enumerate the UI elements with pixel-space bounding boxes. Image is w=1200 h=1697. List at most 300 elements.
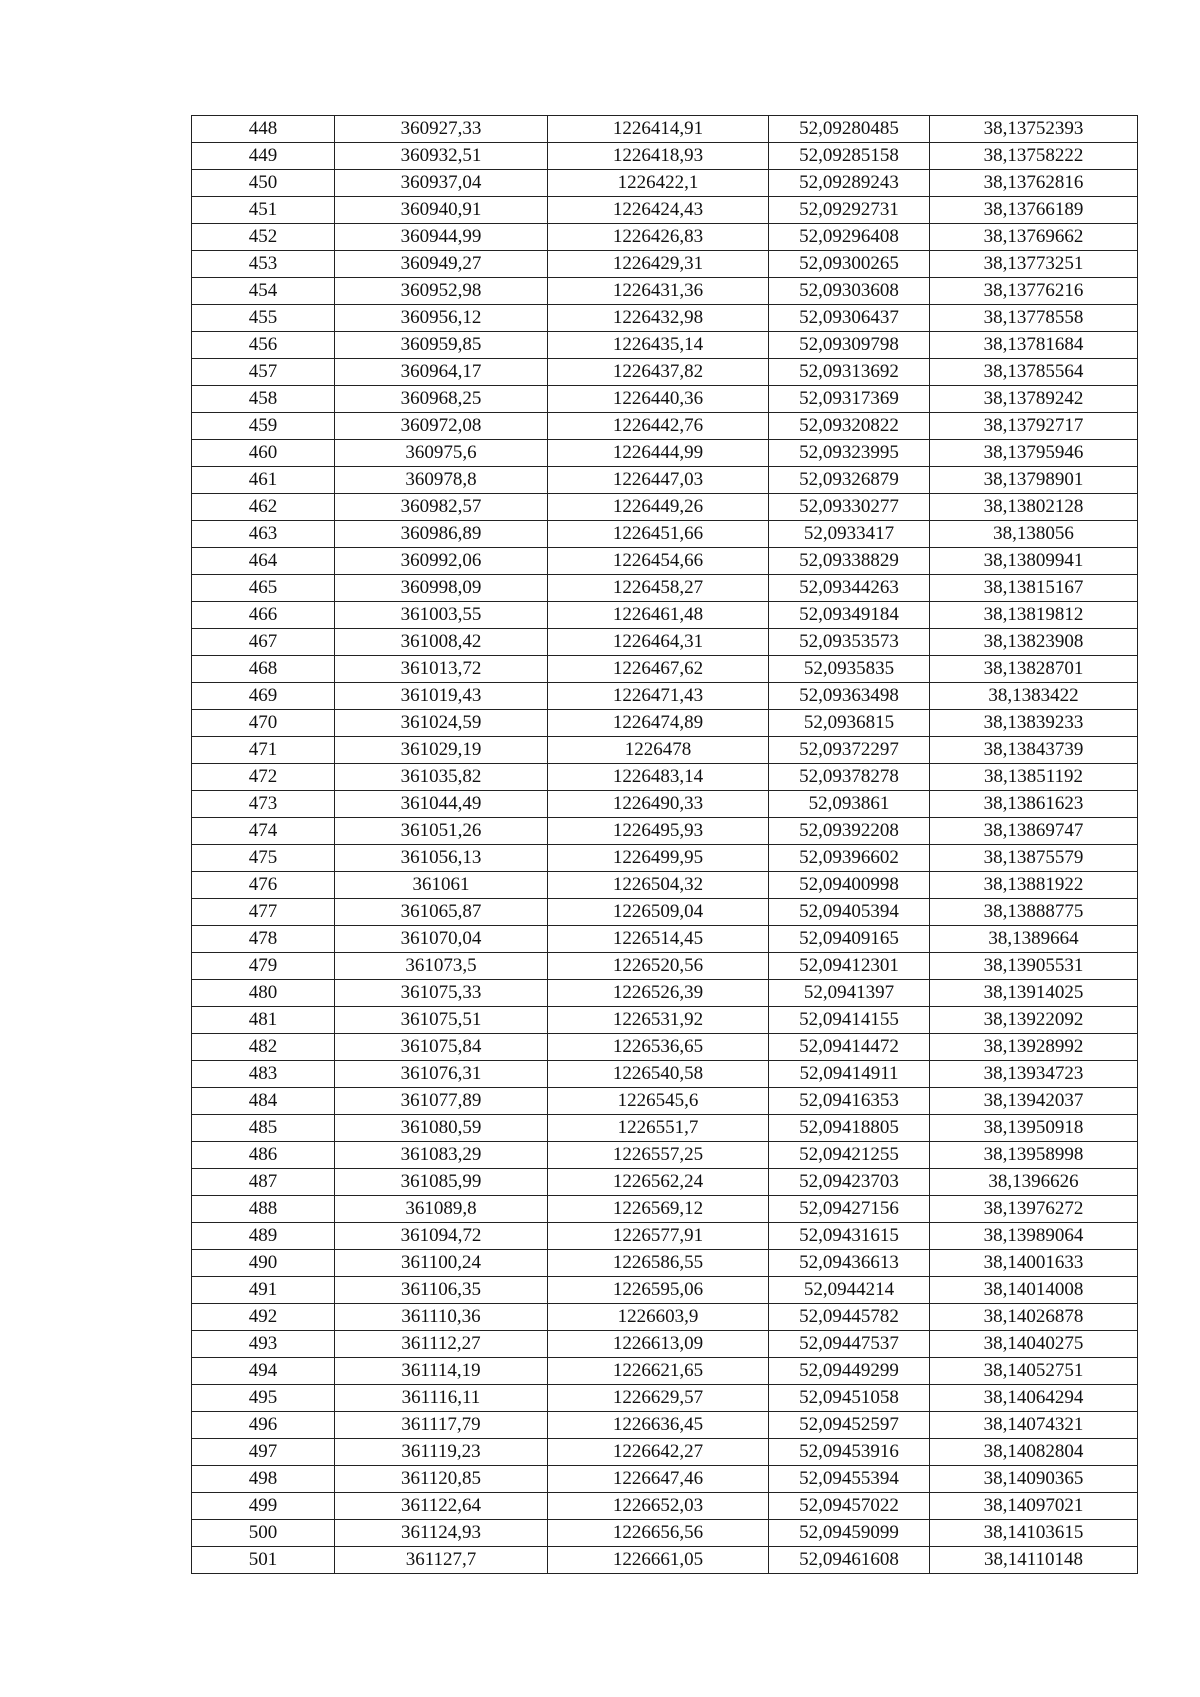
table-row: [192, 710, 1138, 737]
x-coordinate-cell: 361051,26: [335, 818, 548, 845]
x-coordinate-cell: 361110,36: [335, 1304, 548, 1331]
longitude-cell: 38,13958998: [930, 1142, 1138, 1169]
longitude-cell: 38,14014008: [930, 1277, 1138, 1304]
table-row: [192, 197, 1138, 224]
latitude-cell: 52,09423703: [769, 1169, 930, 1196]
x-coordinate-cell: 361119,23: [335, 1439, 548, 1466]
x-coordinate-cell: 360956,12: [335, 305, 548, 332]
longitude-cell: 38,13950918: [930, 1115, 1138, 1142]
longitude-cell: 38,14064294: [930, 1385, 1138, 1412]
latitude-cell: 52,09392208: [769, 818, 930, 845]
table-row: [192, 683, 1138, 710]
latitude-cell: 52,09459099: [769, 1520, 930, 1547]
y-coordinate-cell: 1226652,03: [548, 1493, 769, 1520]
latitude-cell: 52,09414155: [769, 1007, 930, 1034]
point-number-cell: 470: [192, 710, 335, 737]
x-coordinate-cell: 361056,13: [335, 845, 548, 872]
y-coordinate-cell: 1226577,91: [548, 1223, 769, 1250]
longitude-cell: 38,13789242: [930, 386, 1138, 413]
point-number-cell: 472: [192, 764, 335, 791]
x-coordinate-cell: 361127,7: [335, 1547, 548, 1574]
y-coordinate-cell: 1226636,45: [548, 1412, 769, 1439]
table-row: [192, 845, 1138, 872]
latitude-cell: 52,09452597: [769, 1412, 930, 1439]
longitude-cell: 38,14040275: [930, 1331, 1138, 1358]
table-row: [192, 656, 1138, 683]
point-number-cell: 461: [192, 467, 335, 494]
x-coordinate-cell: 360998,09: [335, 575, 548, 602]
x-coordinate-cell: 361065,87: [335, 899, 548, 926]
longitude-cell: 38,13773251: [930, 251, 1138, 278]
table-row: [192, 872, 1138, 899]
latitude-cell: 52,09412301: [769, 953, 930, 980]
longitude-cell: 38,13942037: [930, 1088, 1138, 1115]
longitude-cell: 38,1383422: [930, 683, 1138, 710]
point-number-cell: 473: [192, 791, 335, 818]
point-number-cell: 491: [192, 1277, 335, 1304]
y-coordinate-cell: 1226432,98: [548, 305, 769, 332]
y-coordinate-cell: 1226464,31: [548, 629, 769, 656]
y-coordinate-cell: 1226426,83: [548, 224, 769, 251]
point-number-cell: 454: [192, 278, 335, 305]
longitude-cell: 38,13976272: [930, 1196, 1138, 1223]
latitude-cell: 52,09400998: [769, 872, 930, 899]
table-row: [192, 1412, 1138, 1439]
y-coordinate-cell: 1226440,36: [548, 386, 769, 413]
y-coordinate-cell: 1226424,43: [548, 197, 769, 224]
y-coordinate-cell: 1226447,03: [548, 467, 769, 494]
longitude-cell: 38,13851192: [930, 764, 1138, 791]
latitude-cell: 52,09353573: [769, 629, 930, 656]
table-row: [192, 143, 1138, 170]
table-row: [192, 1493, 1138, 1520]
x-coordinate-cell: 360927,33: [335, 116, 548, 143]
point-number-cell: 479: [192, 953, 335, 980]
point-number-cell: 474: [192, 818, 335, 845]
y-coordinate-cell: 1226509,04: [548, 899, 769, 926]
longitude-cell: 38,14103615: [930, 1520, 1138, 1547]
point-number-cell: 488: [192, 1196, 335, 1223]
latitude-cell: 52,0935835: [769, 656, 930, 683]
longitude-cell: 38,13934723: [930, 1061, 1138, 1088]
y-coordinate-cell: 1226414,91: [548, 116, 769, 143]
point-number-cell: 459: [192, 413, 335, 440]
longitude-cell: 38,13989064: [930, 1223, 1138, 1250]
longitude-cell: 38,13778558: [930, 305, 1138, 332]
table-row: [192, 1034, 1138, 1061]
latitude-cell: 52,09418805: [769, 1115, 930, 1142]
point-number-cell: 480: [192, 980, 335, 1007]
y-coordinate-cell: 1226642,27: [548, 1439, 769, 1466]
y-coordinate-cell: 1226431,36: [548, 278, 769, 305]
point-number-cell: 467: [192, 629, 335, 656]
point-number-cell: 451: [192, 197, 335, 224]
x-coordinate-cell: 361075,84: [335, 1034, 548, 1061]
latitude-cell: 52,09449299: [769, 1358, 930, 1385]
latitude-cell: 52,09296408: [769, 224, 930, 251]
point-number-cell: 458: [192, 386, 335, 413]
x-coordinate-cell: 360992,06: [335, 548, 548, 575]
table-row: [192, 494, 1138, 521]
coordinates-table: [191, 115, 1138, 1574]
latitude-cell: 52,09280485: [769, 116, 930, 143]
y-coordinate-cell: 1226449,26: [548, 494, 769, 521]
table-row: [192, 467, 1138, 494]
y-coordinate-cell: 1226444,99: [548, 440, 769, 467]
point-number-cell: 453: [192, 251, 335, 278]
longitude-cell: 38,13888775: [930, 899, 1138, 926]
point-number-cell: 493: [192, 1331, 335, 1358]
table-row: [192, 818, 1138, 845]
longitude-cell: 38,13785564: [930, 359, 1138, 386]
table-row: [192, 359, 1138, 386]
latitude-cell: 52,09421255: [769, 1142, 930, 1169]
latitude-cell: 52,09405394: [769, 899, 930, 926]
table-row: [192, 1331, 1138, 1358]
table-row: [192, 305, 1138, 332]
table-row: [192, 926, 1138, 953]
y-coordinate-cell: 1226562,24: [548, 1169, 769, 1196]
table-row: [192, 1547, 1138, 1574]
table-row: [192, 1439, 1138, 1466]
point-number-cell: 468: [192, 656, 335, 683]
point-number-cell: 452: [192, 224, 335, 251]
point-number-cell: 462: [192, 494, 335, 521]
y-coordinate-cell: 1226514,45: [548, 926, 769, 953]
x-coordinate-cell: 361019,43: [335, 683, 548, 710]
x-coordinate-cell: 360972,08: [335, 413, 548, 440]
y-coordinate-cell: 1226418,93: [548, 143, 769, 170]
table-row: [192, 602, 1138, 629]
point-number-cell: 483: [192, 1061, 335, 1088]
table-row: [192, 791, 1138, 818]
y-coordinate-cell: 1226474,89: [548, 710, 769, 737]
longitude-cell: 38,13776216: [930, 278, 1138, 305]
point-number-cell: 482: [192, 1034, 335, 1061]
latitude-cell: 52,09427156: [769, 1196, 930, 1223]
table-row: [192, 278, 1138, 305]
table-row: [192, 1007, 1138, 1034]
longitude-cell: 38,14074321: [930, 1412, 1138, 1439]
x-coordinate-cell: 361083,29: [335, 1142, 548, 1169]
table-row: [192, 1304, 1138, 1331]
y-coordinate-cell: 1226557,25: [548, 1142, 769, 1169]
x-coordinate-cell: 361080,59: [335, 1115, 548, 1142]
point-number-cell: 471: [192, 737, 335, 764]
latitude-cell: 52,09378278: [769, 764, 930, 791]
table-row: [192, 1142, 1138, 1169]
table-row: [192, 1169, 1138, 1196]
x-coordinate-cell: 360959,85: [335, 332, 548, 359]
point-number-cell: 478: [192, 926, 335, 953]
y-coordinate-cell: 1226613,09: [548, 1331, 769, 1358]
latitude-cell: 52,09317369: [769, 386, 930, 413]
longitude-cell: 38,1389664: [930, 926, 1138, 953]
x-coordinate-cell: 361112,27: [335, 1331, 548, 1358]
x-coordinate-cell: 361076,31: [335, 1061, 548, 1088]
latitude-cell: 52,09344263: [769, 575, 930, 602]
latitude-cell: 52,09313692: [769, 359, 930, 386]
longitude-cell: 38,13766189: [930, 197, 1138, 224]
longitude-cell: 38,13914025: [930, 980, 1138, 1007]
latitude-cell: 52,09447537: [769, 1331, 930, 1358]
point-number-cell: 464: [192, 548, 335, 575]
longitude-cell: 38,13758222: [930, 143, 1138, 170]
longitude-cell: 38,13922092: [930, 1007, 1138, 1034]
latitude-cell: 52,09416353: [769, 1088, 930, 1115]
x-coordinate-cell: 361124,93: [335, 1520, 548, 1547]
table-row: [192, 116, 1138, 143]
latitude-cell: 52,0944214: [769, 1277, 930, 1304]
x-coordinate-cell: 360952,98: [335, 278, 548, 305]
latitude-cell: 52,09414472: [769, 1034, 930, 1061]
longitude-cell: 38,13881922: [930, 872, 1138, 899]
x-coordinate-cell: 361075,33: [335, 980, 548, 1007]
point-number-cell: 499: [192, 1493, 335, 1520]
longitude-cell: 38,14082804: [930, 1439, 1138, 1466]
longitude-cell: 38,13819812: [930, 602, 1138, 629]
table-row: [192, 1277, 1138, 1304]
table-row: [192, 980, 1138, 1007]
point-number-cell: 498: [192, 1466, 335, 1493]
x-coordinate-cell: 361120,85: [335, 1466, 548, 1493]
latitude-cell: 52,09330277: [769, 494, 930, 521]
longitude-cell: 38,13769662: [930, 224, 1138, 251]
x-coordinate-cell: 360978,8: [335, 467, 548, 494]
y-coordinate-cell: 1226467,62: [548, 656, 769, 683]
x-coordinate-cell: 361024,59: [335, 710, 548, 737]
latitude-cell: 52,09414911: [769, 1061, 930, 1088]
point-number-cell: 487: [192, 1169, 335, 1196]
point-number-cell: 489: [192, 1223, 335, 1250]
latitude-cell: 52,09320822: [769, 413, 930, 440]
y-coordinate-cell: 1226451,66: [548, 521, 769, 548]
y-coordinate-cell: 1226586,55: [548, 1250, 769, 1277]
longitude-cell: 38,13828701: [930, 656, 1138, 683]
latitude-cell: 52,09349184: [769, 602, 930, 629]
latitude-cell: 52,09292731: [769, 197, 930, 224]
point-number-cell: 456: [192, 332, 335, 359]
latitude-cell: 52,09409165: [769, 926, 930, 953]
y-coordinate-cell: 1226621,65: [548, 1358, 769, 1385]
y-coordinate-cell: 1226531,92: [548, 1007, 769, 1034]
y-coordinate-cell: 1226458,27: [548, 575, 769, 602]
y-coordinate-cell: 1226461,48: [548, 602, 769, 629]
point-number-cell: 475: [192, 845, 335, 872]
x-coordinate-cell: 360975,6: [335, 440, 548, 467]
x-coordinate-cell: 360982,57: [335, 494, 548, 521]
longitude-cell: 38,13762816: [930, 170, 1138, 197]
x-coordinate-cell: 360968,25: [335, 386, 548, 413]
x-coordinate-cell: 360986,89: [335, 521, 548, 548]
table-row: [192, 224, 1138, 251]
longitude-cell: 38,13798901: [930, 467, 1138, 494]
point-number-cell: 485: [192, 1115, 335, 1142]
table-row: [192, 440, 1138, 467]
x-coordinate-cell: 361070,04: [335, 926, 548, 953]
x-coordinate-cell: 360949,27: [335, 251, 548, 278]
x-coordinate-cell: 360940,91: [335, 197, 548, 224]
y-coordinate-cell: 1226471,43: [548, 683, 769, 710]
point-number-cell: 484: [192, 1088, 335, 1115]
x-coordinate-cell: 361075,51: [335, 1007, 548, 1034]
latitude-cell: 52,09457022: [769, 1493, 930, 1520]
table-row: [192, 575, 1138, 602]
table-row: [192, 1223, 1138, 1250]
longitude-cell: 38,1396626: [930, 1169, 1138, 1196]
x-coordinate-cell: 361106,35: [335, 1277, 548, 1304]
y-coordinate-cell: 1226499,95: [548, 845, 769, 872]
longitude-cell: 38,138056: [930, 521, 1138, 548]
x-coordinate-cell: 361116,11: [335, 1385, 548, 1412]
latitude-cell: 52,09338829: [769, 548, 930, 575]
y-coordinate-cell: 1226647,46: [548, 1466, 769, 1493]
x-coordinate-cell: 361003,55: [335, 602, 548, 629]
longitude-cell: 38,13795946: [930, 440, 1138, 467]
table-row: [192, 764, 1138, 791]
y-coordinate-cell: 1226520,56: [548, 953, 769, 980]
y-coordinate-cell: 1226540,58: [548, 1061, 769, 1088]
x-coordinate-cell: 361008,42: [335, 629, 548, 656]
longitude-cell: 38,13843739: [930, 737, 1138, 764]
table-row: [192, 899, 1138, 926]
x-coordinate-cell: 361013,72: [335, 656, 548, 683]
point-number-cell: 469: [192, 683, 335, 710]
latitude-cell: 52,09303608: [769, 278, 930, 305]
table-row: [192, 1250, 1138, 1277]
longitude-cell: 38,13875579: [930, 845, 1138, 872]
y-coordinate-cell: 1226545,6: [548, 1088, 769, 1115]
y-coordinate-cell: 1226442,76: [548, 413, 769, 440]
x-coordinate-cell: 361085,99: [335, 1169, 548, 1196]
longitude-cell: 38,14026878: [930, 1304, 1138, 1331]
y-coordinate-cell: 1226429,31: [548, 251, 769, 278]
latitude-cell: 52,09285158: [769, 143, 930, 170]
x-coordinate-cell: 361114,19: [335, 1358, 548, 1385]
point-number-cell: 455: [192, 305, 335, 332]
latitude-cell: 52,0936815: [769, 710, 930, 737]
y-coordinate-cell: 1226478: [548, 737, 769, 764]
longitude-cell: 38,13815167: [930, 575, 1138, 602]
table-row: [192, 1196, 1138, 1223]
latitude-cell: 52,09363498: [769, 683, 930, 710]
longitude-cell: 38,14090365: [930, 1466, 1138, 1493]
x-coordinate-cell: 361029,19: [335, 737, 548, 764]
point-number-cell: 494: [192, 1358, 335, 1385]
latitude-cell: 52,09453916: [769, 1439, 930, 1466]
y-coordinate-cell: 1226536,65: [548, 1034, 769, 1061]
point-number-cell: 497: [192, 1439, 335, 1466]
point-number-cell: 496: [192, 1412, 335, 1439]
latitude-cell: 52,09372297: [769, 737, 930, 764]
table-row: [192, 1466, 1138, 1493]
point-number-cell: 476: [192, 872, 335, 899]
table-row: [192, 170, 1138, 197]
y-coordinate-cell: 1226490,33: [548, 791, 769, 818]
latitude-cell: 52,093861: [769, 791, 930, 818]
longitude-cell: 38,13752393: [930, 116, 1138, 143]
x-coordinate-cell: 361094,72: [335, 1223, 548, 1250]
x-coordinate-cell: 360937,04: [335, 170, 548, 197]
table-row: [192, 1385, 1138, 1412]
x-coordinate-cell: 361061: [335, 872, 548, 899]
latitude-cell: 52,09445782: [769, 1304, 930, 1331]
longitude-cell: 38,13861623: [930, 791, 1138, 818]
longitude-cell: 38,13905531: [930, 953, 1138, 980]
table-row: [192, 1358, 1138, 1385]
y-coordinate-cell: 1226526,39: [548, 980, 769, 1007]
y-coordinate-cell: 1226435,14: [548, 332, 769, 359]
x-coordinate-cell: 361089,8: [335, 1196, 548, 1223]
longitude-cell: 38,14052751: [930, 1358, 1138, 1385]
y-coordinate-cell: 1226495,93: [548, 818, 769, 845]
y-coordinate-cell: 1226656,56: [548, 1520, 769, 1547]
y-coordinate-cell: 1226422,1: [548, 170, 769, 197]
latitude-cell: 52,0933417: [769, 521, 930, 548]
longitude-cell: 38,13781684: [930, 332, 1138, 359]
latitude-cell: 52,09326879: [769, 467, 930, 494]
latitude-cell: 52,09300265: [769, 251, 930, 278]
table-row: [192, 251, 1138, 278]
latitude-cell: 52,09431615: [769, 1223, 930, 1250]
latitude-cell: 52,09436613: [769, 1250, 930, 1277]
point-number-cell: 500: [192, 1520, 335, 1547]
longitude-cell: 38,14110148: [930, 1547, 1138, 1574]
point-number-cell: 501: [192, 1547, 335, 1574]
longitude-cell: 38,13802128: [930, 494, 1138, 521]
table-row: [192, 1088, 1138, 1115]
longitude-cell: 38,13839233: [930, 710, 1138, 737]
longitude-cell: 38,13869747: [930, 818, 1138, 845]
latitude-cell: 52,09289243: [769, 170, 930, 197]
coordinates-table-body: [192, 116, 1138, 1574]
table-row: [192, 1115, 1138, 1142]
latitude-cell: 52,0941397: [769, 980, 930, 1007]
x-coordinate-cell: 361035,82: [335, 764, 548, 791]
point-number-cell: 463: [192, 521, 335, 548]
table-row: [192, 1520, 1138, 1547]
point-number-cell: 457: [192, 359, 335, 386]
longitude-cell: 38,13823908: [930, 629, 1138, 656]
y-coordinate-cell: 1226504,32: [548, 872, 769, 899]
latitude-cell: 52,09461608: [769, 1547, 930, 1574]
longitude-cell: 38,14097021: [930, 1493, 1138, 1520]
table-row: [192, 521, 1138, 548]
y-coordinate-cell: 1226483,14: [548, 764, 769, 791]
latitude-cell: 52,09451058: [769, 1385, 930, 1412]
y-coordinate-cell: 1226454,66: [548, 548, 769, 575]
longitude-cell: 38,13928992: [930, 1034, 1138, 1061]
longitude-cell: 38,13792717: [930, 413, 1138, 440]
x-coordinate-cell: 361073,5: [335, 953, 548, 980]
point-number-cell: 490: [192, 1250, 335, 1277]
point-number-cell: 477: [192, 899, 335, 926]
table-row: [192, 386, 1138, 413]
table-row: [192, 737, 1138, 764]
y-coordinate-cell: 1226569,12: [548, 1196, 769, 1223]
point-number-cell: 465: [192, 575, 335, 602]
latitude-cell: 52,09306437: [769, 305, 930, 332]
table-row: [192, 953, 1138, 980]
x-coordinate-cell: 361117,79: [335, 1412, 548, 1439]
point-number-cell: 460: [192, 440, 335, 467]
y-coordinate-cell: 1226551,7: [548, 1115, 769, 1142]
latitude-cell: 52,09309798: [769, 332, 930, 359]
longitude-cell: 38,14001633: [930, 1250, 1138, 1277]
x-coordinate-cell: 360932,51: [335, 143, 548, 170]
point-number-cell: 450: [192, 170, 335, 197]
table-row: [192, 413, 1138, 440]
